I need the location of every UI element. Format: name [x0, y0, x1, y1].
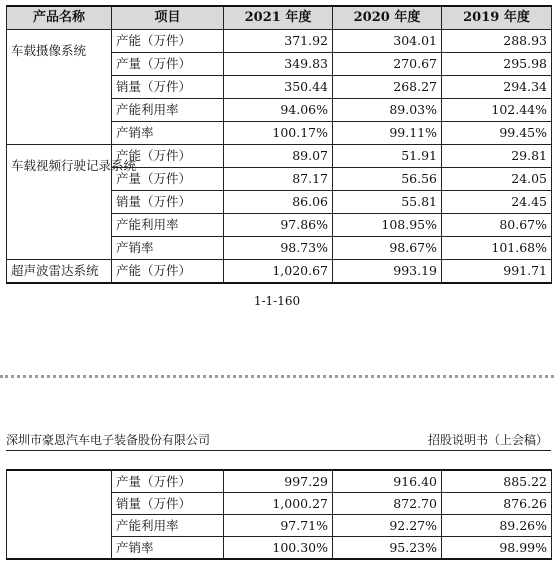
- header-2021: 2021 年度: [224, 6, 333, 30]
- table-row: [7, 470, 552, 493]
- value-2020: 270.67: [333, 53, 442, 76]
- value-2019: 24.45: [442, 191, 552, 214]
- row-item: 产销率: [112, 237, 224, 260]
- value-2019: 102.44%: [442, 99, 552, 122]
- value-2019: 89.26%: [442, 515, 552, 537]
- value-2020: 268.27: [333, 76, 442, 99]
- row-item: 销量（万件）: [112, 493, 224, 515]
- value-2021: 349.83: [224, 53, 333, 76]
- header-rule: [6, 450, 551, 451]
- table-row: [7, 30, 552, 53]
- value-2020: 108.95%: [333, 214, 442, 237]
- value-2021: 371.92: [224, 30, 333, 53]
- page-divider: [0, 375, 554, 378]
- value-2020: 872.70: [333, 493, 442, 515]
- header-2019: 2019 年度: [442, 6, 552, 30]
- product-name: 车载摄像系统: [7, 30, 112, 145]
- value-2021: 1,020.67: [224, 260, 333, 284]
- value-2021: 94.06%: [224, 99, 333, 122]
- row-item: 产能利用率: [112, 99, 224, 122]
- value-2019: 80.67%: [442, 214, 552, 237]
- value-2019: 288.93: [442, 30, 552, 53]
- row-item: 产能利用率: [112, 515, 224, 537]
- value-2019: 876.26: [442, 493, 552, 515]
- header-item: 项目: [112, 6, 224, 30]
- value-2021: 100.17%: [224, 122, 333, 145]
- row-item: 产销率: [112, 122, 224, 145]
- value-2021: 87.17: [224, 168, 333, 191]
- table-header-row: [7, 6, 552, 30]
- product-name: 超声波雷达系统: [7, 260, 112, 284]
- value-2021: 98.73%: [224, 237, 333, 260]
- value-2020: 56.56: [333, 168, 442, 191]
- page-number: 1-1-160: [253, 294, 301, 308]
- row-item: 产能（万件）: [112, 260, 224, 284]
- value-2021: 1,000.27: [224, 493, 333, 515]
- document-title: 招股说明书（上会稿）: [427, 433, 548, 447]
- row-item: 销量（万件）: [112, 191, 224, 214]
- value-2019: 29.81: [442, 145, 552, 168]
- value-2020: 51.91: [333, 145, 442, 168]
- value-2019: 99.45%: [442, 122, 552, 145]
- product-name: 车载视频行驶记录系统: [7, 145, 112, 260]
- value-2021: 89.07: [224, 145, 333, 168]
- row-item: 销量（万件）: [112, 76, 224, 99]
- product-name-cell: [7, 470, 112, 559]
- value-2020: 95.23%: [333, 537, 442, 560]
- value-2020: 99.11%: [333, 122, 442, 145]
- value-2019: 294.34: [442, 76, 552, 99]
- header-2020: 2020 年度: [333, 6, 442, 30]
- value-2019: 24.05: [442, 168, 552, 191]
- row-item: 产量（万件）: [112, 53, 224, 76]
- row-item: 产能（万件）: [112, 145, 224, 168]
- value-2021: 86.06: [224, 191, 333, 214]
- row-item: 产能利用率: [112, 214, 224, 237]
- row-item: 产销率: [112, 537, 224, 560]
- company-name: 深圳市豪恩汽车电子装备股份有限公司: [6, 433, 211, 447]
- value-2020: 98.67%: [333, 237, 442, 260]
- value-2021: 97.71%: [224, 515, 333, 537]
- value-2019: 295.98: [442, 53, 552, 76]
- value-2020: 92.27%: [333, 515, 442, 537]
- value-2020: 304.01: [333, 30, 442, 53]
- value-2020: 993.19: [333, 260, 442, 284]
- value-2021: 97.86%: [224, 214, 333, 237]
- capacity-table-continued: [6, 469, 552, 560]
- table-row: [7, 260, 552, 284]
- row-item: 产量（万件）: [112, 168, 224, 191]
- capacity-table: [6, 5, 552, 284]
- value-2021: 997.29: [224, 470, 333, 493]
- value-2020: 916.40: [333, 470, 442, 493]
- value-2019: 991.71: [442, 260, 552, 284]
- value-2019: 885.22: [442, 470, 552, 493]
- row-item: 产量（万件）: [112, 470, 224, 493]
- value-2019: 101.68%: [442, 237, 552, 260]
- value-2020: 55.81: [333, 191, 442, 214]
- value-2021: 100.30%: [224, 537, 333, 560]
- value-2020: 89.03%: [333, 99, 442, 122]
- header-product: 产品名称: [7, 6, 112, 30]
- table-row: [7, 145, 552, 168]
- value-2021: 350.44: [224, 76, 333, 99]
- row-item: 产能（万件）: [112, 30, 224, 53]
- value-2019: 98.99%: [442, 537, 552, 560]
